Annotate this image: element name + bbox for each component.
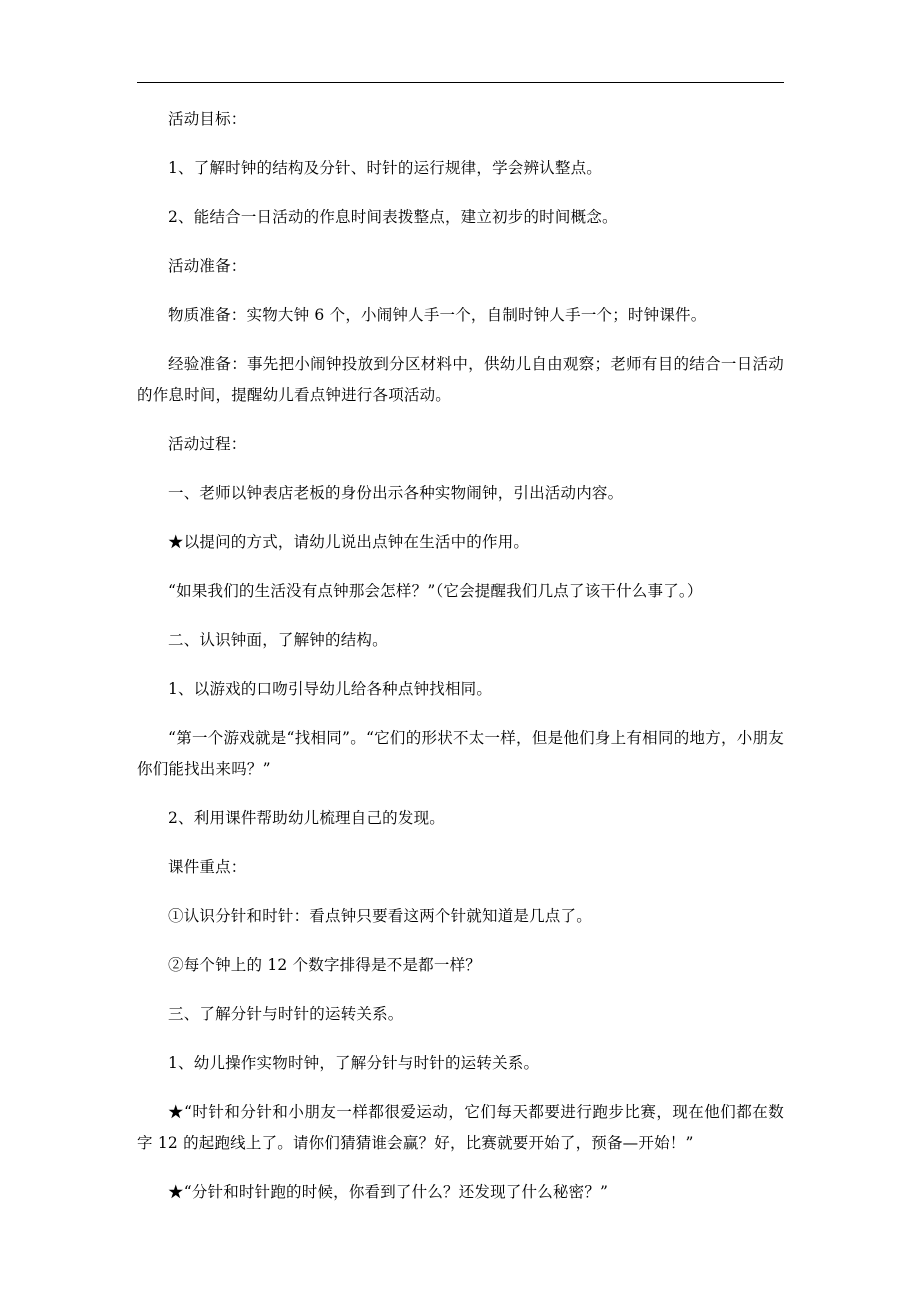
heading-process: 活动过程： <box>168 435 247 453</box>
material-preparation: 物质准备：实物大钟 6 个，小闹钟人手一个，自制时钟人手一个；时钟课件。 <box>168 306 707 324</box>
secret-quote: ★“分针和时针跑的时候，你看到了什么？还发现了什么秘密？” <box>168 1183 609 1201</box>
process-step-1: 一、老师以钟表店老板的身份出示各种实物闹钟，引出活动内容。 <box>168 484 624 502</box>
step-3-item-1: 1、幼儿操作实物时钟，了解分针与时针的运转关系。 <box>168 1054 540 1072</box>
process-step-2: 二、认识钟面，了解钟的结构。 <box>168 631 388 649</box>
experience-preparation: 经验准备：事先把小闹钟投放到分区材料中，供幼儿自由观察；老师有目的结合一日活动的作息时间，提醒幼儿看点钟进行各项活动。 <box>137 355 784 404</box>
quote-question: “如果我们的生活没有点钟那会怎样？”（它会提醒我们几点了该干什么事了。） <box>168 582 703 600</box>
race-quote: ★“时针和分针和小朋友一样都很爱运动，它们每天都要进行跑步比赛，现在他们都在数字 12 的起跑线上了。请你们猜猜谁会赢？好，比赛就要开始了，预备—开始！” <box>137 1103 784 1152</box>
heading-preparation: 活动准备： <box>168 257 247 275</box>
header-rule <box>137 82 784 83</box>
step-2-item-2: 2、利用课件帮助幼儿梳理自己的发现。 <box>168 809 445 827</box>
star-question: ★以提问的方式，请幼儿说出点钟在生活中的作用。 <box>168 533 530 551</box>
objective-1: 1、了解时钟的结构及分针、时针的运行规律，学会辨认整点。 <box>168 159 602 177</box>
document-body <box>137 104 784 1226</box>
courseware-point-1: ①认识分针和时针：看点钟只要看这两个针就知道是几点了。 <box>168 907 592 925</box>
game-quote: “第一个游戏就是“找相同”。“它们的形状不太一样，但是他们身上有相同的地方，小朋友你们能找出来吗？” <box>137 729 784 778</box>
process-step-3: 三、了解分针与时针的运转关系。 <box>168 1005 404 1023</box>
courseware-point-2: ②每个钟上的 12 个数字排得是不是都一样？ <box>168 956 481 974</box>
courseware-heading: 课件重点： <box>168 858 247 876</box>
step-2-item-1: 1、以游戏的口吻引导幼儿给各种点钟找相同。 <box>168 680 493 698</box>
heading-objectives: 活动目标： <box>168 110 247 128</box>
objective-2: 2、能结合一日活动的作息时间表拨整点，建立初步的时间概念。 <box>168 208 618 226</box>
